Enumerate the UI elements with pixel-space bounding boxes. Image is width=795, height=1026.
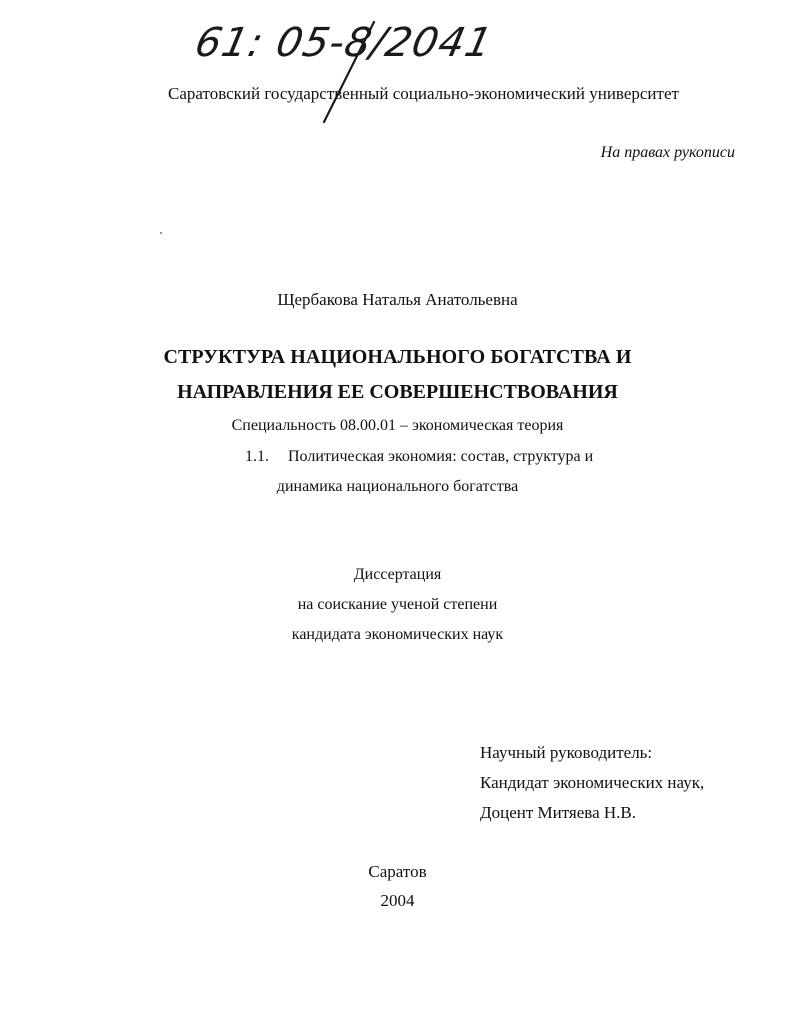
specialty-code-line	[245, 448, 593, 466]
dissertation-degree-line: на соискание ученой степени	[297, 596, 498, 613]
dissertation-label: Диссертация	[353, 566, 442, 583]
specialty-code-text-continued: динамика национального богатства	[276, 478, 519, 495]
specialty-code: 1.1.	[245, 448, 269, 465]
handwritten-number-drawing	[190, 14, 498, 124]
university-name: Саратовский государственный социально-экономический университет	[168, 84, 679, 103]
supervisor-label: Научный руководитель:	[480, 743, 653, 762]
author-name: Щербакова Наталья Анатольевна	[277, 290, 518, 309]
scan-speck	[160, 232, 162, 234]
title-line-2: НАПРАВЛЕНИЯ ЕЕ СОВЕРШЕНСТВОВАНИЯ	[177, 381, 618, 403]
supervisor-degree: Кандидат экономических наук,	[480, 773, 705, 792]
specialty-line: Специальность 08.00.01 – экономическая теория	[231, 417, 564, 434]
city: Саратов	[368, 862, 427, 881]
specialty-code-text: Политическая экономия: состав, структура и	[288, 448, 594, 465]
dissertation-degree-field: кандидата экономических наук	[291, 626, 504, 643]
supervisor-name: Доцент Митяева Н.В.	[480, 803, 637, 822]
handwritten-catalog-number	[190, 14, 498, 124]
title-line-1: СТРУКТУРА НАЦИОНАЛЬНОГО БОГАТСТВА И	[163, 346, 632, 368]
manuscript-rights-note: На правах рукописи	[600, 144, 735, 161]
handwritten-number-text: 61: 05-8/2041	[190, 18, 498, 66]
year: 2004	[380, 891, 415, 910]
